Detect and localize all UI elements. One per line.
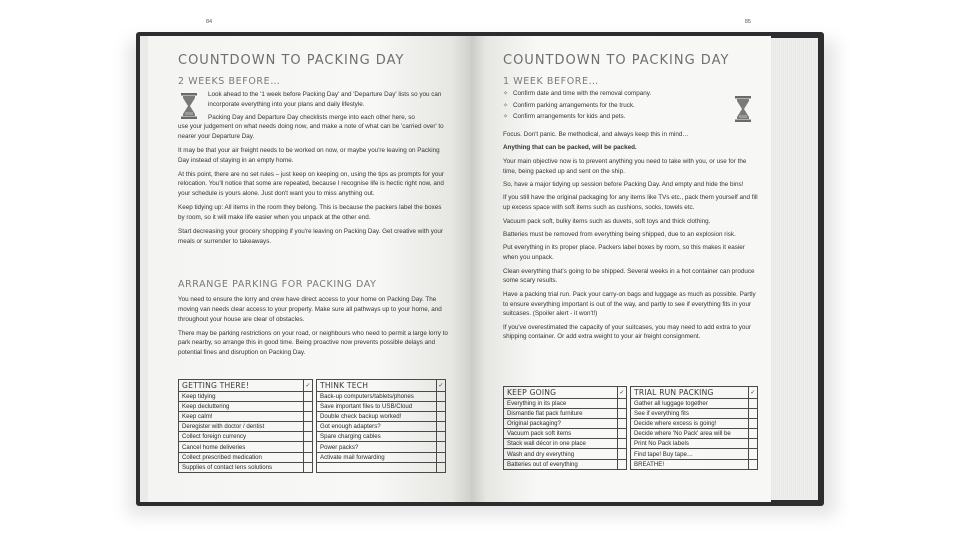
checkbox[interactable] (304, 432, 313, 442)
table-row (179, 432, 446, 442)
body-paragraph: Clean everything that's going to be shipped. Several weeks in a hot container can produce some scary results. (503, 267, 755, 285)
checklist-item (317, 462, 437, 472)
focus-line: Focus. Don't panic. Be methodical, and always keep this in mind… (503, 131, 689, 138)
body-paragraph: So, have a major tidying up session before Packing Day. And empty and hide the bins! (503, 180, 744, 188)
checkbox[interactable] (304, 412, 313, 422)
table-row (179, 422, 446, 432)
checklist-item: Decide where 'No Pack' area will be (631, 429, 749, 439)
table-row (504, 419, 758, 429)
left-page-title: COUNTDOWN TO PACKING DAY (178, 53, 405, 68)
checkbox[interactable] (618, 419, 627, 429)
body-paragraph: Start decreasing your grocery shopping if you're leaving on Packing Day. Get creative with your meals or surrender to takeaways. (178, 227, 443, 245)
page-number: 85 (744, 19, 751, 25)
checklist-item: Print No Pack labels (631, 439, 749, 449)
checkbox[interactable] (618, 459, 627, 469)
hourglass-icon (180, 93, 198, 119)
right-page-subtitle: 1 WEEK BEFORE… (503, 76, 599, 87)
tick-header: ✓ (437, 380, 446, 392)
table-header: KEEP GOING (504, 387, 618, 399)
checkbox[interactable] (749, 449, 758, 459)
checkbox[interactable] (437, 452, 446, 462)
body-paragraph: It may be that your air freight needs to be worked on now, or maybe you're leaving on Packing Day instead of staying in an empty home. (178, 146, 440, 164)
checkbox[interactable] (304, 392, 313, 402)
body-paragraph: use your judgement on what needs doing now, and make a note of what can be 'carried over' to nearer your Departure Day. (178, 123, 444, 140)
checkbox[interactable] (749, 409, 758, 419)
left-body (178, 122, 448, 251)
checkbox[interactable] (749, 439, 758, 449)
checkbox[interactable] (304, 402, 313, 412)
table-header: TRIAL RUN PACKING (631, 387, 749, 399)
checklist-item: Keep calm! (179, 412, 304, 422)
table-row (504, 399, 758, 409)
checklist-item: Decide where excess is going! (631, 419, 749, 429)
checklist-item: Dismantle flat pack furniture (504, 409, 618, 419)
checkbox[interactable] (437, 462, 446, 472)
section-title-parking: ARRANGE PARKING FOR PACKING DAY (178, 279, 377, 290)
page-number: 84 (206, 19, 213, 25)
list-item-text: Confirm parking arrangements for the truck. (513, 101, 635, 109)
checkbox[interactable] (437, 422, 446, 432)
sparkle-icon: ✧ (503, 114, 509, 121)
right-page-title: COUNTDOWN TO PACKING DAY (503, 53, 730, 68)
parking-paragraph-2: There may be parking restrictions on your road, or neighbours who need to permit a large lorry to park nearby, so arrange this in good time. Being proactive now prevents possible delays and potential fines and disruption on Packing Day. (178, 329, 448, 357)
checklist-item: Vacuum pack soft items (504, 429, 618, 439)
confirm-list (503, 88, 703, 123)
checklist-item: Save important files to USB/Cloud (317, 402, 437, 412)
sparkle-icon: ✧ (503, 91, 509, 98)
body-paragraph: If you still have the original packaging for any items like TVs etc., pack them yourself and fill up excess space with soft items such as cushions, socks, towels etc. (503, 194, 758, 212)
table-row (504, 449, 758, 459)
checklist-item: Cancel home deliveries (179, 442, 304, 452)
body-paragraph: Your main objective now is to prevent anything you need to take with you, or use for the time, being packed up and sent on the ship. (503, 157, 747, 175)
checklist-item: Power packs? (317, 442, 437, 452)
body-paragraph: Vacuum pack soft, bulky items such as duvets, soft toys and thick clothing. (503, 217, 711, 225)
checklist-item: Activate mail forwarding (317, 452, 437, 462)
table-row (504, 429, 758, 439)
checkbox[interactable] (618, 429, 627, 439)
table-row (179, 442, 446, 452)
checkbox[interactable] (618, 409, 627, 419)
body-paragraph: If you've overestimated the capacity of your suitcases, you may need to add extra to your shipping container. Or add extra weight to your air freight consignment. (503, 323, 751, 341)
checklist-item: BREATHE! (631, 459, 749, 469)
checkbox[interactable] (618, 439, 627, 449)
list-item (503, 88, 703, 100)
checklist-item: Gather all luggage together (631, 399, 749, 409)
hourglass-icon (734, 96, 752, 122)
table-row (179, 402, 446, 412)
table-row (179, 452, 446, 462)
checklist-item: Batteries out of everything (504, 459, 618, 469)
intro-block (208, 90, 448, 125)
checkbox[interactable] (437, 402, 446, 412)
table-row (179, 462, 446, 472)
checklist-item: Spare charging cables (317, 432, 437, 442)
body-paragraph: Have a packing trial run. Pack your carry-on bags and luggage as much as possible. Partly to ensure everything important is out of the way, and partly to see if everything fits in your suitcases. (Spoiler alert - it won't!) (503, 290, 756, 318)
body-paragraph: At this point, there are no set rules – just keep on keeping on, using the tips as prompts for your relocation. You'll notice that some are repeated, because I recognise life is hectic right now, and your schedule is yours alone. Just don't want you to miss anything out. (178, 170, 445, 198)
checklist-item: Got enough adapters? (317, 422, 437, 432)
checkbox[interactable] (437, 392, 446, 402)
checklist-item: Find tape! Buy tape… (631, 449, 749, 459)
left-page (148, 19, 471, 502)
list-item-text: Confirm date and time with the removal company. (513, 90, 652, 98)
body-paragraph: Batteries must be removed from everything being shipped, due to an explosion risk. (503, 230, 736, 238)
checklist-item: Keep tidying (179, 392, 304, 402)
checkbox[interactable] (437, 432, 446, 442)
parking-paragraph-1: You need to ensure the lorry and crew have direct access to your home on Packing Day. The moving van needs clear access to your property. Make sure all pathways up to your home, and throughout your house are clear of obstacles. (178, 296, 442, 323)
table-header-row (179, 380, 446, 392)
right-body (503, 130, 761, 346)
body-paragraph: Keep tidying up: All items in the room they belong. This is because the packers label the boxes by room, so it will make life easier when you unpack at the other end. (178, 204, 442, 221)
checkbox[interactable] (749, 459, 758, 469)
checklist-item: Double check backup worked! (317, 412, 437, 422)
table-row (504, 439, 758, 449)
checklist-item: Wash and dry everything (504, 449, 618, 459)
list-item (503, 100, 703, 112)
checklist-item: Original packaging? (504, 419, 618, 429)
tick-header: ✓ (304, 380, 313, 392)
checkbox[interactable] (437, 442, 446, 452)
checklist-item: Supplies of contact lens solutions (179, 462, 304, 472)
tick-header: ✓ (618, 387, 627, 399)
checkbox[interactable] (304, 462, 313, 472)
right-page (471, 19, 771, 502)
table-row (179, 412, 446, 422)
checklist-item: Stack wall décor in one place (504, 439, 618, 449)
table-row (504, 409, 758, 419)
checklist-item: See if everything fits (631, 409, 749, 419)
checkbox[interactable] (618, 399, 627, 409)
table-row (504, 459, 758, 469)
left-page-subtitle: 2 WEEKS BEFORE… (178, 76, 281, 87)
intro-paragraph-2: Packing Day and Departure Day checklists merge into each other here, so (208, 113, 415, 121)
checklist-item: Deregister with doctor / dentist (179, 422, 304, 432)
checkbox[interactable] (749, 419, 758, 429)
table-header-row (504, 387, 758, 399)
checkbox[interactable] (304, 452, 313, 462)
checklist-table-left (178, 379, 446, 473)
checkbox[interactable] (437, 412, 446, 422)
checklist-item: Everything in its place (504, 399, 618, 409)
checklist-table-right (503, 386, 758, 470)
parking-section (178, 295, 448, 362)
page-edge-right (770, 38, 818, 500)
key-rule: Anything that can be packed, will be packed. (503, 144, 637, 152)
table-header: THINK TECH (317, 380, 437, 392)
checkbox[interactable] (749, 429, 758, 439)
checklist-item: Collect prescribed medication (179, 452, 304, 462)
sparkle-icon: ✧ (503, 102, 509, 109)
checkbox[interactable] (618, 449, 627, 459)
table-header: GETTING THERE! (179, 380, 304, 392)
tick-header: ✓ (749, 387, 758, 399)
list-item (503, 111, 703, 123)
checklist-item: Keep decluttering (179, 402, 304, 412)
checklist-item: Back-up computers/tablets/phones (317, 392, 437, 402)
intro-paragraph-1: Look ahead to the '1 week before Packing Day' and 'Departure Day' lists so you can incorporate everything into your plans and daily lifestyle. (208, 91, 442, 108)
checkbox[interactable] (749, 399, 758, 409)
checkbox[interactable] (304, 422, 313, 432)
table-row (179, 392, 446, 402)
list-item-text: Confirm arrangements for kids and pets. (513, 113, 626, 121)
body-paragraph: Put everything in its proper place. Packers label boxes by room, so this makes it easier when you unpack. (503, 244, 745, 262)
checkbox[interactable] (304, 442, 313, 452)
checklist-item: Collect foreign currency (179, 432, 304, 442)
